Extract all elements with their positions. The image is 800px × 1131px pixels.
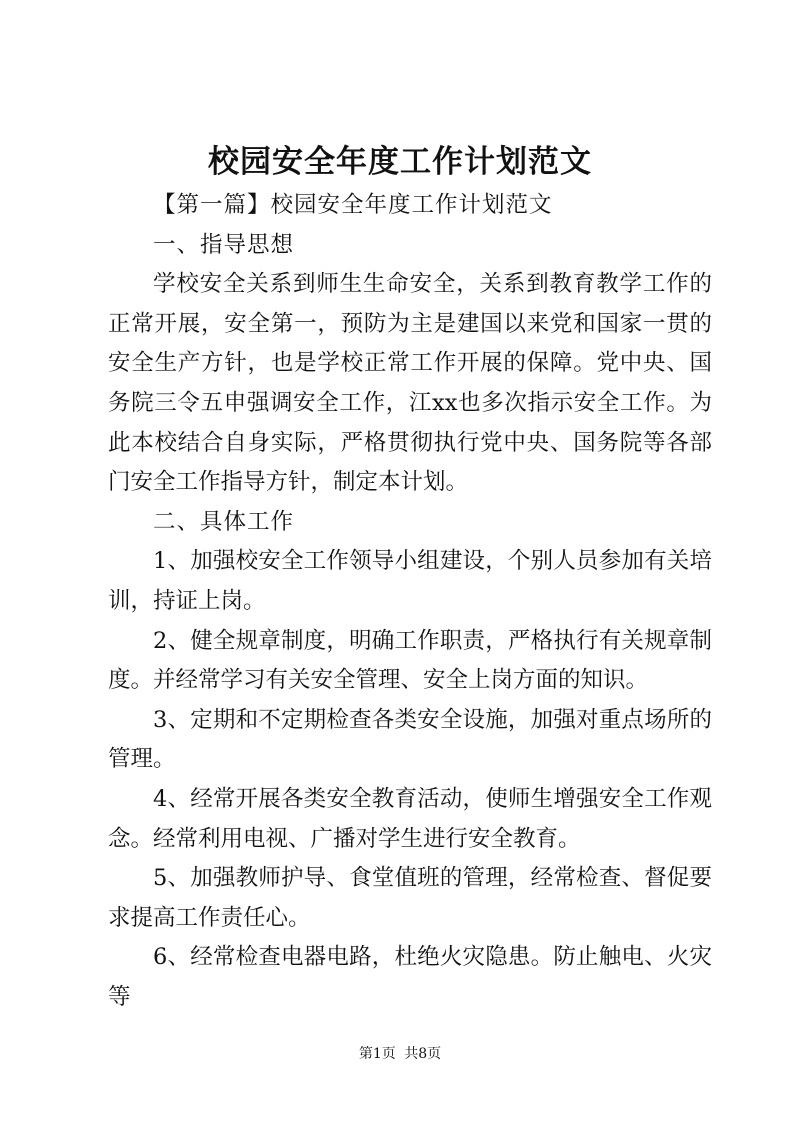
list-item: 3、定期和不定期检查各类安全设施，加强对重点场所的管理。 <box>108 706 712 773</box>
section-heading: 一、指导思想 <box>153 231 295 258</box>
paragraph: 学校安全关系到师生生命安全，关系到教育教学工作的正常开展，安全第一，预防为主是建国以来党和国家一贯的安全生产方针，也是学校正常工作开展的保障。党中央、国务院三令五申强调安全工作，江xx也多次指示安全工作。为此本校结合自身实际，严格贯彻执行党中央、国务院等各部门安全工作指导方针，制定本计划。 <box>108 271 712 496</box>
document-title: 校园安全年度工作计划范文 <box>208 144 592 180</box>
document-body <box>108 186 712 1017</box>
list-item: 5、加强教师护导、食堂值班的管理，经常检查、督促要求提高工作责任心。 <box>108 865 712 931</box>
list-item: 4、经常开展各类安全教育活动，使师生增强安全工作观念。经常利用电视、广播对学生进行安全教育。 <box>108 785 712 852</box>
page-total: 共8页 <box>404 1046 442 1062</box>
section-heading: 【第一篇】校园安全年度工作计划范文 <box>153 192 553 218</box>
section-heading: 二、具体工作 <box>153 508 295 535</box>
page-footer <box>0 1044 800 1064</box>
list-item: 1、加强校安全工作领导小组建设，个别人员参加有关培训，持证上岗。 <box>108 548 712 614</box>
list-item: 2、健全规章制度，明确工作职责，严格执行有关规章制度。并经常学习有关安全管理、安全上岗方面的知识。 <box>108 627 712 694</box>
list-item: 6、经常检查电器电路，杜绝火灾隐患。防止触电、火灾等 <box>108 944 712 1010</box>
page-number: 第1页 <box>358 1046 396 1062</box>
